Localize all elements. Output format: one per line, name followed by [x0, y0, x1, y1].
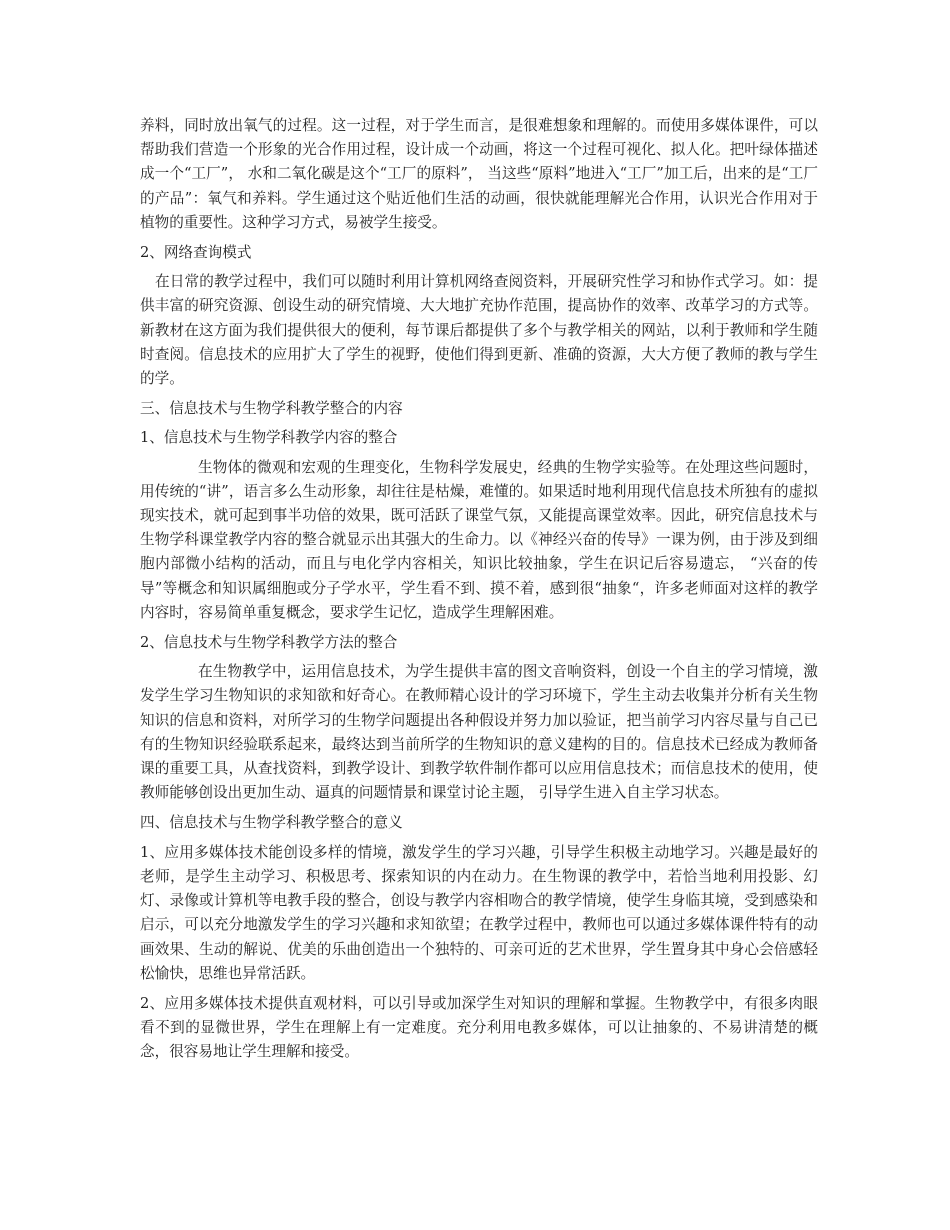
paragraph-meaning-1: 1、应用多媒体技术能创设多样的情境，激发学生的学习兴趣，引导学生积极主动地学习。兴趣是最好的老师，是学生主动学习、积极思考、探索知识的内在动力。在生物课的教学中，若恰当地利用投影、幻灯、录像或计算机等电教手段的整合，创设与教学内容相吻合的教学情境，使学生身临其境，受到感染和启示，可以充分地激发学生的学习兴趣和求知欲望；在教学过程中，教师也可以通过多媒体课件特有的动画效果、生动的解说、优美的乐曲创造出一个独特的、可亲可近的艺术世界，学生置身其中身心会倍感轻松愉快，思维也异常活跃。 — [140, 843, 818, 982]
paragraph-content-integration: 生物体的微观和宏观的生理变化，生物科学发展史，经典的生物学实验等。在处理这些问题时，用传统的“讲”，语言多么生动形象，却往往是枯燥，难懂的。如果适时地利用现代信息技术所独有的虚拟现实技术，就可起到事半功倍的效果，既可活跃了课堂气氛，又能提高课堂效率。因此，研究信息技术与生物学科课堂教学内容的整合就显示出其强大的生命力。以《神经兴奋的传导》一课为例，由于涉及到细胞内部微小结构的活动，而且与电化学内容相关，知识比较抽象，学生在识记后容易遗忘， “兴奋的传导”等概念和知识属细胞或分子学水平，学生看不到、摸不着，感到很“抽象“，许多老师面对这样的教学内容时，容易简单重复概念，要求学生记忆，造成学生理解困难。 — [140, 458, 818, 621]
paragraph-method-integration: 在生物教学中，运用信息技术，为学生提供丰富的图文音响资料，创设一个自主的学习情境，激发学生学习生物知识的求知欲和好奇心。在教师精心设计的学习环境下，学生主动去收集并分析有关生物知识的信息和资料，对所学习的生物学问题提出各种假设并努力加以验证，把当前学习内容尽量与自己已有的生物知识经验联系起来，最终达到当前所学的生物知识的意义建构的目的。信息技术已经成为教师备课的重要工具，从查找资料，到教学设计、到教学软件制作都可以应用信息技术；而信息技术的使用，使教师能够创设出更加生动、逼真的问题情景和课堂讨论主题， 引导学生进入自主学习状态。 — [140, 663, 818, 802]
document-page — [140, 114, 818, 1071]
heading-network-query: 2、网络查询模式 — [140, 244, 252, 262]
paragraph-network-query: 在日常的教学过程中，我们可以随时利用计算机网络查阅资料，开展研究性学习和协作式学习。如：提供丰富的研究资源、创设生动的研究情境、大大地扩充协作范围，提高协作的效率、改革学习的方式等。新教材在这方面为我们提供很大的便利，每节课后都提供了多个与教学相关的网站，以利于教师和学生随时查阅。信息技术的应用扩大了学生的视野，使他们得到更新、准确的资源，大大方便了教师的教与学生的学。 — [140, 273, 818, 388]
heading-method-integration: 2、信息技术与生物学科教学方法的整合 — [140, 634, 398, 652]
heading-content-integration: 1、信息技术与生物学科教学内容的整合 — [140, 429, 398, 447]
paragraph-intro: 养料，同时放出氧气的过程。这一过程，对于学生而言，是很难想象和理解的。而使用多媒体课件，可以帮助我们营造一个形象的光合作用过程，设计成一个动画，将这一个过程可视化、拟人化。把叶绿体描述成一个“工厂”， 水和二氧化碳是这个“工厂的原料”， 当这些“原料”地进入“工厂”加工后，出来的是“工厂的产品”：氧气和养料。学生通过这个贴近他们生活的动画，很快就能理解光合作用，认识光合作用对于植物的重要性。这种学习方式，易被学生接受。 — [140, 117, 818, 231]
heading-section-4: 四、信息技术与生物学科教学整合的意义 — [140, 814, 403, 832]
paragraph-meaning-2: 2、应用多媒体技术提供直观材料，可以引导或加深学生对知识的理解和掌握。生物教学中，有很多肉眼看不到的显微世界，学生在理解上有一定难度。充分利用电教多媒体，可以让抽象的、不易讲清楚的概念，很容易地让学生理解和接受。 — [140, 994, 818, 1061]
heading-section-3: 三、信息技术与生物学科教学整合的内容 — [140, 400, 403, 418]
